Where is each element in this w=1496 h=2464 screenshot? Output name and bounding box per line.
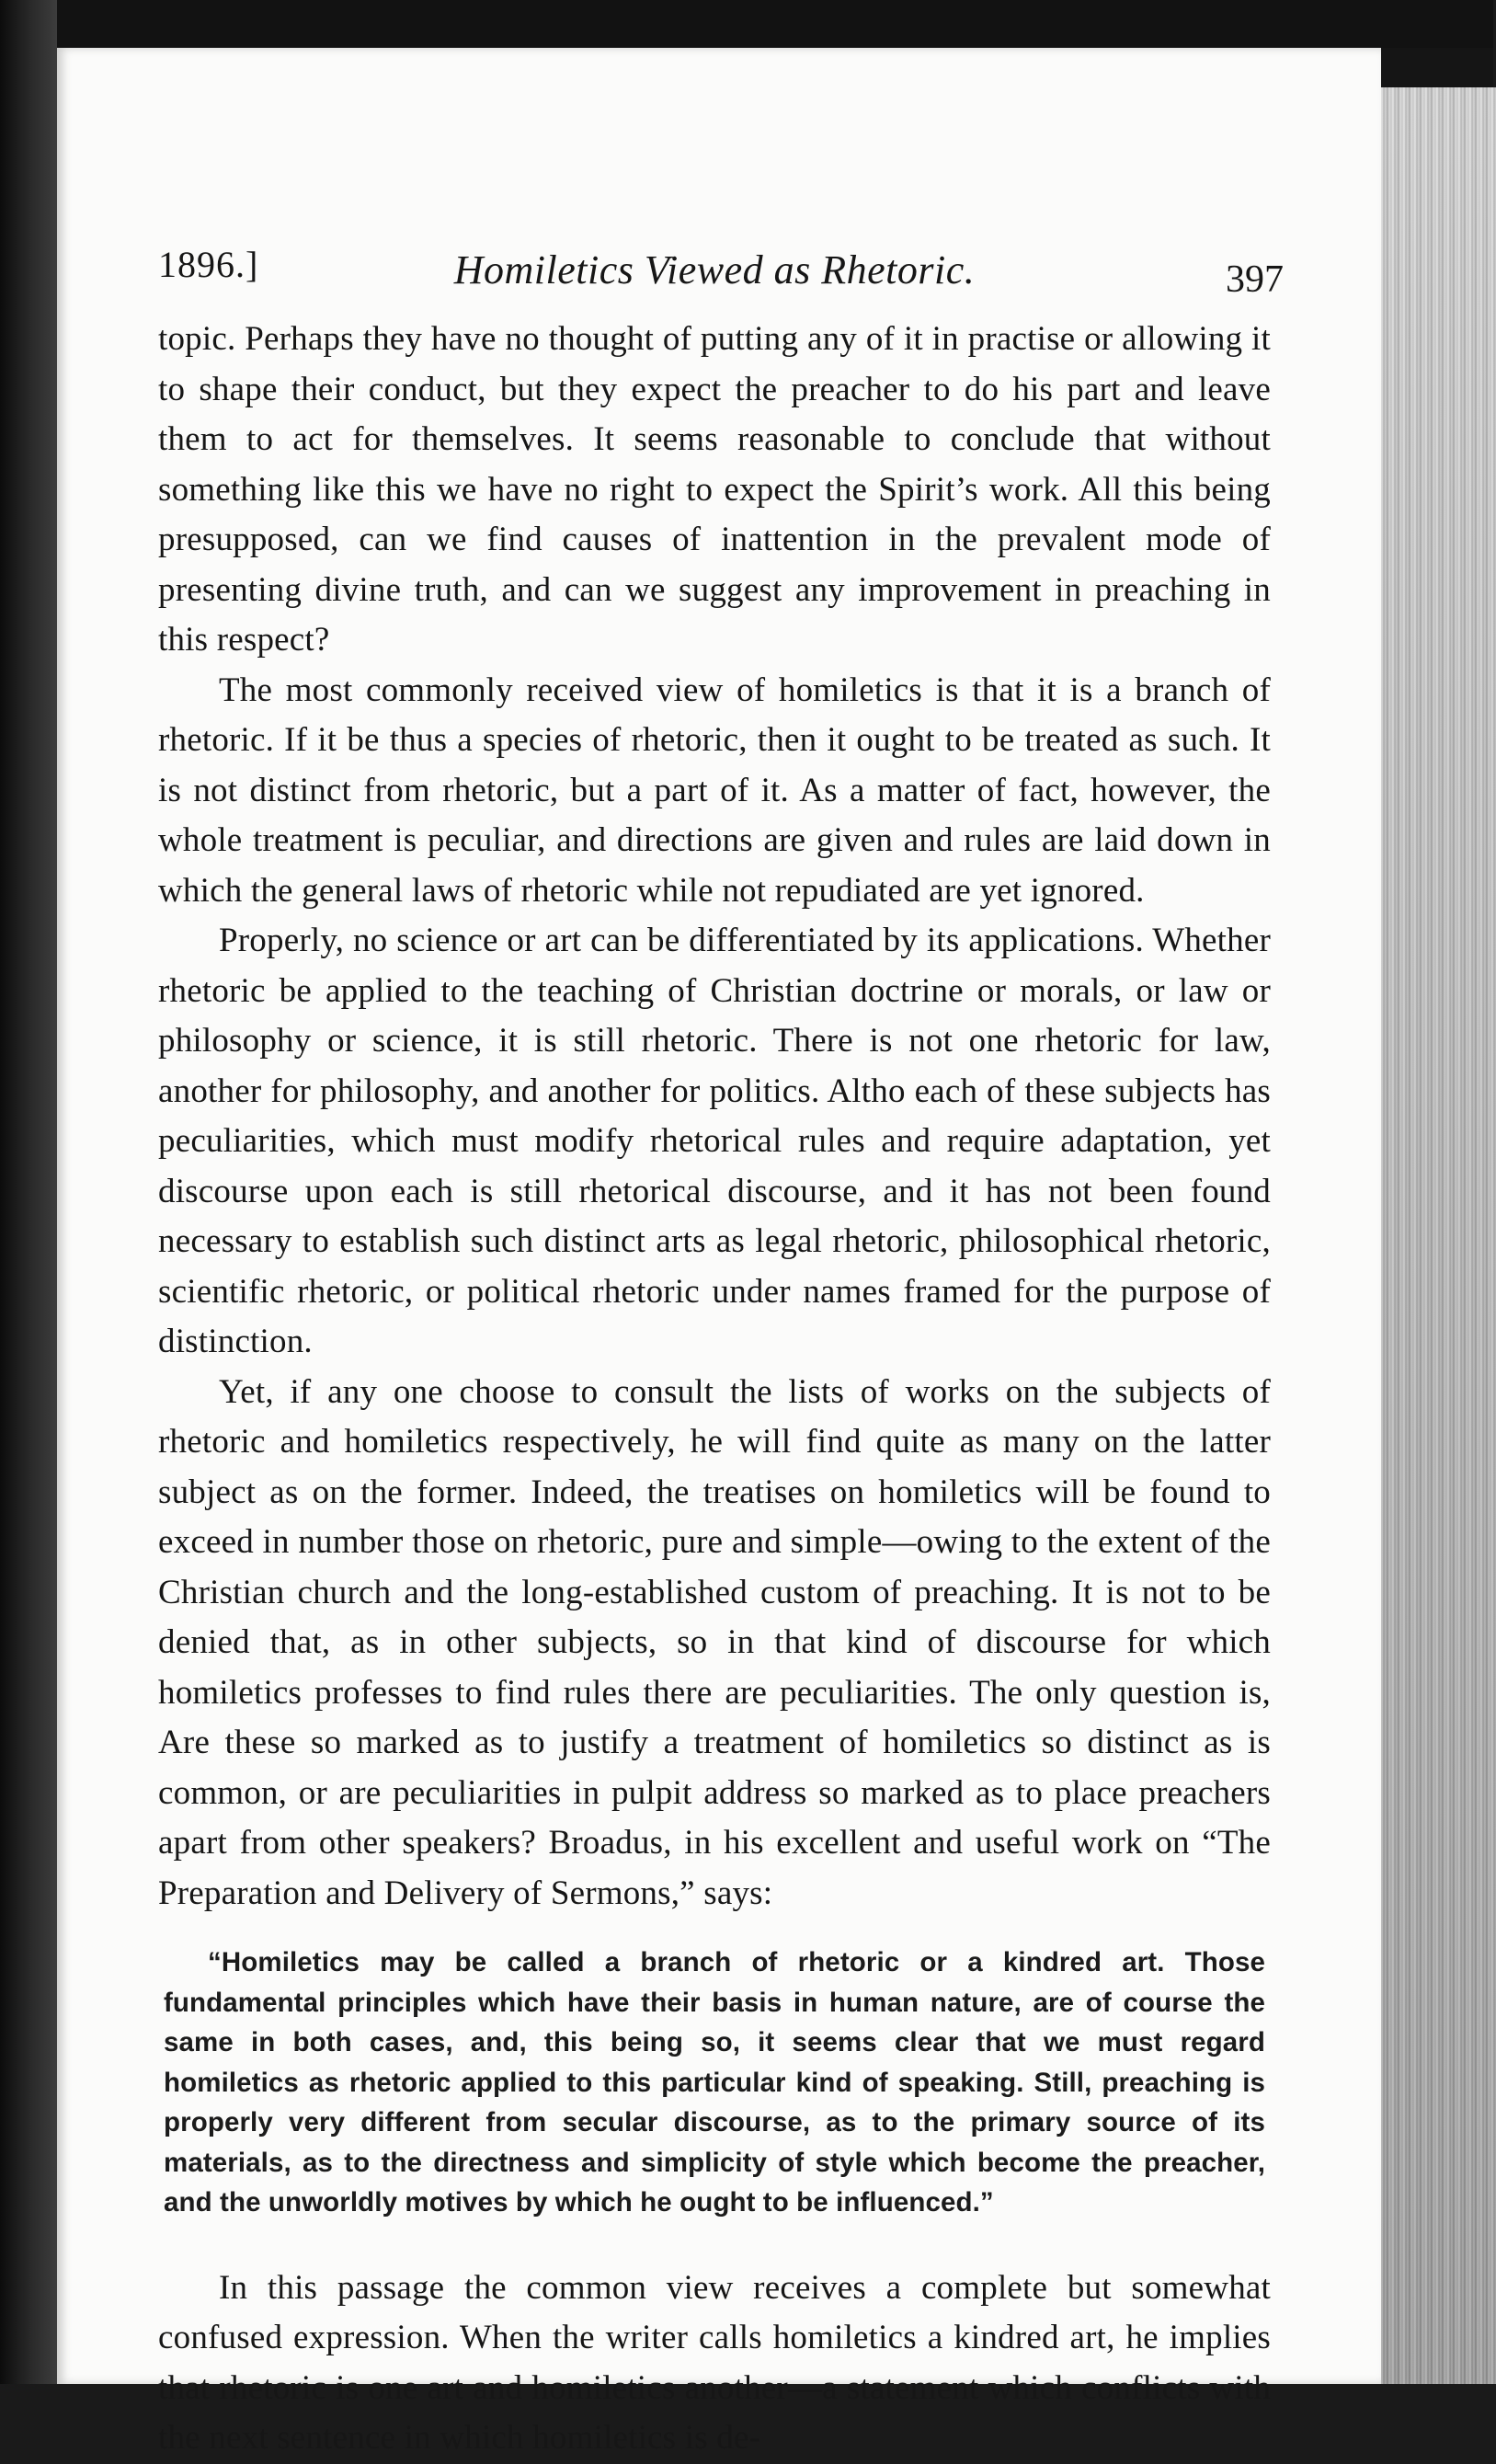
body-text-closing [158,2263,1271,2464]
paragraph-closing: In this passage the common view receives a complete but somewhat confused expression. When the writer calls homiletics a kindred art, he implies that rhetoric is one art and homiletics another—a statement which conflicts with the next sentence in which homiletics is de- [158,2268,1271,2457]
binding-edge [0,0,57,2384]
block-quote: “Homiletics may be called a branch of rhetoric or a kindred art. Those fundamental principles which have their basis in human nature, are of course the same in both cases, and, this being so, it seems clear that we must regard homiletics as rhetoric applied to this particular kind of speaking. Still, preaching is properly very different from secular discourse, as to the primary source of its materials, as to the directness and simplicity of style which become the preacher, and the unworldly motives by which he ought to be influenced.” [164,1947,1265,2218]
page-content [158,213,1284,2464]
paragraph: Yet, if any one choose to consult the lists of works on the subjects of rhetoric and homiletics respectively, he will find quite as many on the latter subject as on the former. Indeed, the treatises on homiletics will be found to exceed in number those on rhetoric, pure and simple—owing to the extent of the Christian church and the long-established custom of preaching. It is not to be denied that, as in other subjects, so in that kind of discourse for which homiletics professes to find rules there are peculiarities. The only question is, Are these so marked as to justify a treatment of homiletics so distinct as is common, or are peculiarities in pulpit address so marked as to place preachers apart from other speakers? Broadus, in his excellent and useful work on “The Preparation and Delivery of Sermons,” says: [158,1372,1271,1912]
header-year: 1896.] [158,244,259,285]
paragraph: Properly, no science or art can be differentiated by its applications. Whether rhetoric be applied to the teaching of Christian doctrine or morals, or law or philosophy or science, it is still rhetoric. There is not one rhetoric for law, another for philosophy, and another for politics. Altho each of these subjects has peculiarities, which must modify rhetorical rules and require adaptation, yet discourse upon each is still rhetorical discourse, and it has not been found necessary to establish such distinct arts as legal rhetoric, philosophical rhetoric, scientific rhetoric, or political rhetoric under names framed for the purpose of distinction. [158,922,1271,1360]
running-header [158,213,1284,315]
paragraph-continuation: topic. Perhaps they have no thought of putting any of it in practise or allowing it to shape their conduct, but they expect the preacher to do his part and leave them to act for themselves. It seems reasonable to conclude that without something like this we have no right to expect the Spirit’s work. All this being presupposed, can we find causes of inattention in the prevalent mode of presenting divine truth, and can we suggest any improvement in preaching in this respect? [158,320,1271,659]
running-title: Homiletics Viewed as Rhetoric. [453,247,976,292]
book-page [57,48,1381,2457]
page-number: 397 [1226,258,1284,301]
top-dark-margin [57,0,1493,48]
page-stack-edge [1376,87,1496,2384]
body-text [158,315,1271,1919]
paragraph: The most commonly received view of homiletics is that it is a branch of rhetoric. If it be thus a species of rhetoric, then it ought to be treated as such. It is not distinct from rhetoric, but a part of it. As a matter of fact, however, the whole treatment is peculiar, and directions are given and rules are laid down in which the general laws of rhetoric while not repudiated are yet ignored. [158,670,1271,910]
